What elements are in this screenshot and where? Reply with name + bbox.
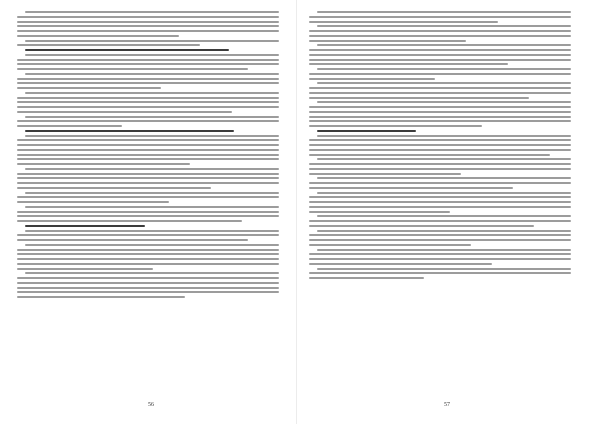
- text-paragraph: [309, 177, 571, 189]
- text-line: [309, 120, 571, 122]
- text-line: [317, 68, 571, 70]
- text-paragraph: [17, 11, 279, 37]
- text-line: [309, 16, 571, 18]
- text-line: [17, 249, 279, 251]
- text-line: [317, 25, 571, 27]
- text-line: [309, 173, 461, 175]
- text-line: [309, 87, 571, 89]
- text-line: [309, 220, 571, 222]
- text-paragraph: [309, 68, 571, 80]
- text-line: [17, 59, 279, 61]
- text-line: [25, 54, 279, 56]
- text-line: [317, 11, 571, 13]
- text-line: [25, 73, 279, 75]
- text-line: [309, 182, 571, 184]
- text-line: [25, 192, 279, 194]
- text-line: [317, 44, 571, 46]
- page-number-right: 57: [444, 402, 450, 408]
- text-line: [309, 168, 571, 170]
- text-line: [25, 230, 279, 232]
- text-paragraph: [17, 92, 279, 113]
- text-line: [317, 101, 571, 103]
- text-line: [309, 206, 571, 208]
- text-line: [309, 187, 513, 189]
- text-line: [17, 139, 279, 141]
- text-line: [17, 120, 279, 122]
- text-line: [25, 11, 279, 13]
- text-line: [17, 97, 279, 99]
- text-line: [25, 49, 229, 51]
- text-line: [17, 106, 279, 108]
- text-line: [309, 111, 571, 113]
- text-line: [17, 187, 211, 189]
- text-line: [317, 82, 571, 84]
- text-line: [309, 116, 571, 118]
- text-line: [17, 68, 248, 70]
- text-paragraph: [309, 11, 571, 23]
- text-line: [17, 296, 185, 298]
- page-right-body: [309, 11, 571, 282]
- text-paragraph: [17, 225, 279, 227]
- text-line: [17, 287, 279, 289]
- text-line: [25, 225, 146, 227]
- text-line: [17, 111, 232, 113]
- text-paragraph: [309, 249, 571, 265]
- text-line: [317, 158, 571, 160]
- text-line: [17, 44, 200, 46]
- text-line: [17, 282, 279, 284]
- text-paragraph: [309, 215, 571, 227]
- text-line: [17, 234, 279, 236]
- text-line: [317, 130, 417, 132]
- text-line: [309, 59, 571, 61]
- text-line: [17, 215, 279, 217]
- text-line: [17, 239, 248, 241]
- text-paragraph: [17, 192, 279, 204]
- text-line: [309, 97, 529, 99]
- text-paragraph: [309, 230, 571, 246]
- text-paragraph: [17, 168, 279, 189]
- text-paragraph: [17, 73, 279, 89]
- page-right: [300, 0, 590, 424]
- text-line: [309, 35, 571, 37]
- text-line: [309, 211, 450, 213]
- text-line: [17, 196, 279, 198]
- text-line: [309, 49, 571, 51]
- text-line: [17, 21, 279, 23]
- text-line: [309, 92, 571, 94]
- text-line: [309, 54, 571, 56]
- text-line: [17, 268, 153, 270]
- text-line: [17, 163, 190, 165]
- text-line: [17, 63, 279, 65]
- text-line: [309, 149, 571, 151]
- text-line: [17, 182, 279, 184]
- text-line: [17, 154, 279, 156]
- text-paragraph: [309, 135, 571, 156]
- text-paragraph: [17, 49, 279, 51]
- text-line: [17, 173, 279, 175]
- text-line: [17, 277, 279, 279]
- text-line: [309, 30, 571, 32]
- text-line: [25, 92, 279, 94]
- text-line: [17, 30, 279, 32]
- page-left-body: [17, 11, 279, 301]
- text-line: [17, 258, 279, 260]
- text-line: [17, 177, 279, 179]
- text-line: [309, 163, 571, 165]
- text-line: [17, 16, 279, 18]
- text-paragraph: [17, 206, 279, 222]
- text-line: [317, 230, 571, 232]
- text-line: [309, 253, 571, 255]
- text-paragraph: [309, 82, 571, 98]
- text-paragraph: [17, 230, 279, 242]
- text-line: [309, 139, 571, 141]
- text-line: [309, 234, 571, 236]
- text-line: [309, 277, 424, 279]
- text-line: [17, 201, 169, 203]
- text-line: [17, 211, 279, 213]
- text-paragraph: [17, 244, 279, 270]
- text-line: [17, 253, 279, 255]
- text-line: [309, 196, 571, 198]
- text-line: [25, 168, 279, 170]
- text-line: [17, 220, 242, 222]
- text-line: [25, 116, 279, 118]
- text-line: [17, 78, 279, 80]
- text-line: [309, 21, 498, 23]
- text-line: [317, 249, 571, 251]
- text-line: [309, 244, 471, 246]
- text-line: [309, 263, 492, 265]
- page-gutter: [296, 0, 297, 424]
- text-line: [309, 201, 571, 203]
- text-paragraph: [309, 101, 571, 127]
- text-line: [17, 35, 179, 37]
- text-line: [309, 154, 550, 156]
- text-line: [25, 130, 235, 132]
- text-line: [309, 40, 466, 42]
- text-line: [317, 215, 571, 217]
- text-line: [317, 192, 571, 194]
- text-paragraph: [17, 272, 279, 298]
- text-line: [17, 263, 279, 265]
- text-line: [317, 135, 571, 137]
- text-paragraph: [17, 40, 279, 47]
- text-paragraph: [17, 116, 279, 128]
- text-paragraph: [309, 268, 571, 280]
- text-line: [25, 40, 279, 42]
- text-line: [309, 78, 435, 80]
- text-line: [17, 158, 279, 160]
- text-line: [309, 125, 482, 127]
- text-paragraph: [309, 44, 571, 65]
- text-line: [309, 63, 508, 65]
- text-line: [17, 149, 279, 151]
- text-paragraph: [309, 25, 571, 41]
- text-line: [17, 101, 279, 103]
- text-paragraph: [309, 192, 571, 213]
- text-line: [17, 144, 279, 146]
- text-line: [25, 272, 279, 274]
- text-line: [317, 268, 571, 270]
- text-line: [309, 73, 571, 75]
- text-line: [309, 225, 534, 227]
- text-paragraph: [17, 54, 279, 70]
- text-line: [17, 125, 122, 127]
- page-left: [0, 0, 290, 424]
- text-line: [317, 177, 571, 179]
- text-line: [309, 144, 571, 146]
- text-line: [17, 25, 279, 27]
- text-line: [17, 82, 279, 84]
- text-line: [25, 135, 279, 137]
- text-line: [309, 272, 571, 274]
- text-line: [25, 244, 279, 246]
- text-line: [17, 87, 161, 89]
- text-paragraph: [17, 130, 279, 132]
- text-paragraph: [309, 158, 571, 174]
- text-line: [25, 206, 279, 208]
- page-number-left: 56: [148, 402, 154, 408]
- text-line: [17, 291, 279, 293]
- text-paragraph: [309, 130, 571, 132]
- text-line: [309, 106, 571, 108]
- text-line: [309, 239, 571, 241]
- text-line: [309, 258, 571, 260]
- text-paragraph: [17, 135, 279, 166]
